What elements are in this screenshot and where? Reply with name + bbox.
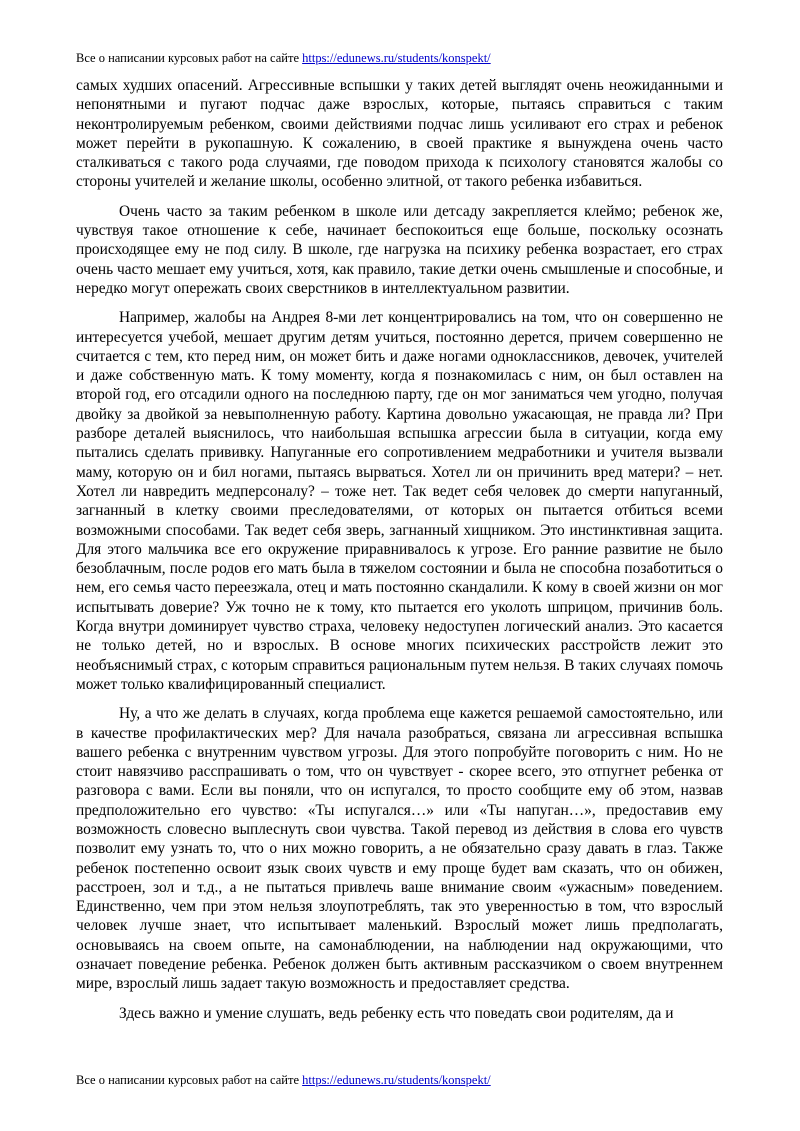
header-link[interactable]: https://edunews.ru/students/konspekt/ — [302, 51, 491, 65]
paragraph-2: Очень часто за таким ребенком в школе или детсаду закрепляется клеймо; ребенок же, чувствуя такое отношение к себе, начинает беспокоиться еще больше, поскольку осознать происходящее ему не под силу. В школе, где нагрузка на психику ребенка возрастает, его страх очень часто мешает ему учиться, хотя, как правило, такие детки очень смышленые и способные, и нередко могут опережать своих сверстников в интеллектуальном развитии. — [76, 202, 723, 297]
footer-link[interactable]: https://edunews.ru/students/konspekt/ — [302, 1073, 491, 1087]
footer-text: Все о написании курсовых работ на сайте — [76, 1073, 303, 1087]
page-footer — [76, 1072, 491, 1088]
paragraph-3: Например, жалобы на Андрея 8-ми лет концентрировались на том, что он совершенно не интересуется учебой, мешает другим детям учиться, постоянно дерется, причем совершенно не считается с тем, кто перед ним, он может бить и даже ногами одноклассников, девочек, учителей и даже собственную мать. К тому моменту, когда я познакомилась с ним, он был оставлен на второй год, его отсадили одного на последнюю парту, где он мог заниматься чем угодно, получая двойку за двойкой за невыполненную работу. Картина довольно ужасающая, не правда ли? При разборе деталей выяснилось, что наибольшая вспышка агрессии была в ситуации, когда ему пытались сделать прививку. Напуганные его сопротивлением медработники и учителя вызвали маму, которую он и бил ногами, пытаясь вырваться. Хотел ли он причинить вред матери? – нет. Хотел ли навредить медперсоналу? – тоже нет. Так ведет себя человек до смерти напуганный, загнанный в клетку своими преследователями, от которых он пытается отбиться всеми возможными способами. Так ведет себя зверь, загнанный хищником. Это инстинктивная защита. Для этого мальчика все его окружение приравнивалось к угрозе. Его ранние развитие не было безоблачным, после родов его мать была в тяжелом состоянии и была не способна позаботиться о нем, его семья часто переезжала, отец и мать постоянно скандалили. К кому в своей жизни он мог испытывать доверие? Уж точно не к тому, кто пытается его уколоть шприцом, причинив боль. Когда внутри доминирует чувство страха, человеку недоступен логический анализ. Это касается не только детей, но и взрослых. В основе многих психических расстройств лежит это необъяснимый страх, с которым справиться рациональным путем нельзя. В таких случаях помочь может только квалифицированный специалист. — [76, 309, 723, 693]
paragraph-5: Здесь важно и умение слушать, ведь ребенку есть что поведать свои родителям, да и — [119, 1004, 674, 1022]
header-text: Все о написании курсовых работ на сайте — [76, 51, 303, 65]
document-body — [76, 76, 723, 1033]
page-header — [76, 50, 491, 66]
paragraph-1: самых худших опасений. Агрессивные вспышки у таких детей выглядят очень неожиданными и непонятными и пугают подчас даже взрослых, которые, пытаясь справиться с таким неконтролируемым ребенком, своими действиями подчас лишь усиливают его страх и ребенок может перейти в рукопашную. К сожалению, в своей практике я вынуждена очень часто сталкиваться с такого рода случаями, где поводом прихода к психологу становятся жалобы со стороны учителей и желание школы, особенно элитной, от такого ребенка избавиться. — [76, 77, 723, 191]
paragraph-4: Ну, а что же делать в случаях, когда проблема еще кажется решаемой самостоятельно, или в качестве профилактических мер? Для начала разобраться, связана ли агрессивная вспышка вашего ребенка с внутренним чувством угрозы. Для этого попробуйте поговорить с ним. Но не стоит навязчиво расспрашивать о том, что он чувствует - скорее всего, это отпугнет ребенка от разговора с вами. Если вы поняли, что он испугался, то просто сообщите ему об этом, назвав предположительно его чувство: «Ты испугался…» или «Ты напуган…», предоставив ему возможность словесно выплеснуть свои чувства. Такой перевод из действия в слова его чувств позволит ему узнать то, что о них можно говорить, а не обязательно сразу давать в глаз. Также ребенок постепенно освоит язык своих чувств и ему проще будет вам сказать, что он обижен, расстроен, зол и т.д., а не пытаться привлечь ваше внимание своим «ужасным» поведением. Единственно, чем при этом нельзя злоупотреблять, так это уверенностью в том, что взрослый человек лучше знает, что испытывает маленький. Взрослый может лишь предполагать, основываясь на своем опыте, на самонаблюдении, на наблюдении над окружающими, что означает поведение ребенка. Ребенок должен быть активным рассказчиком о своем внутреннем мире, взрослый лишь задает такую возможность и предоставляет средства. — [76, 705, 723, 993]
